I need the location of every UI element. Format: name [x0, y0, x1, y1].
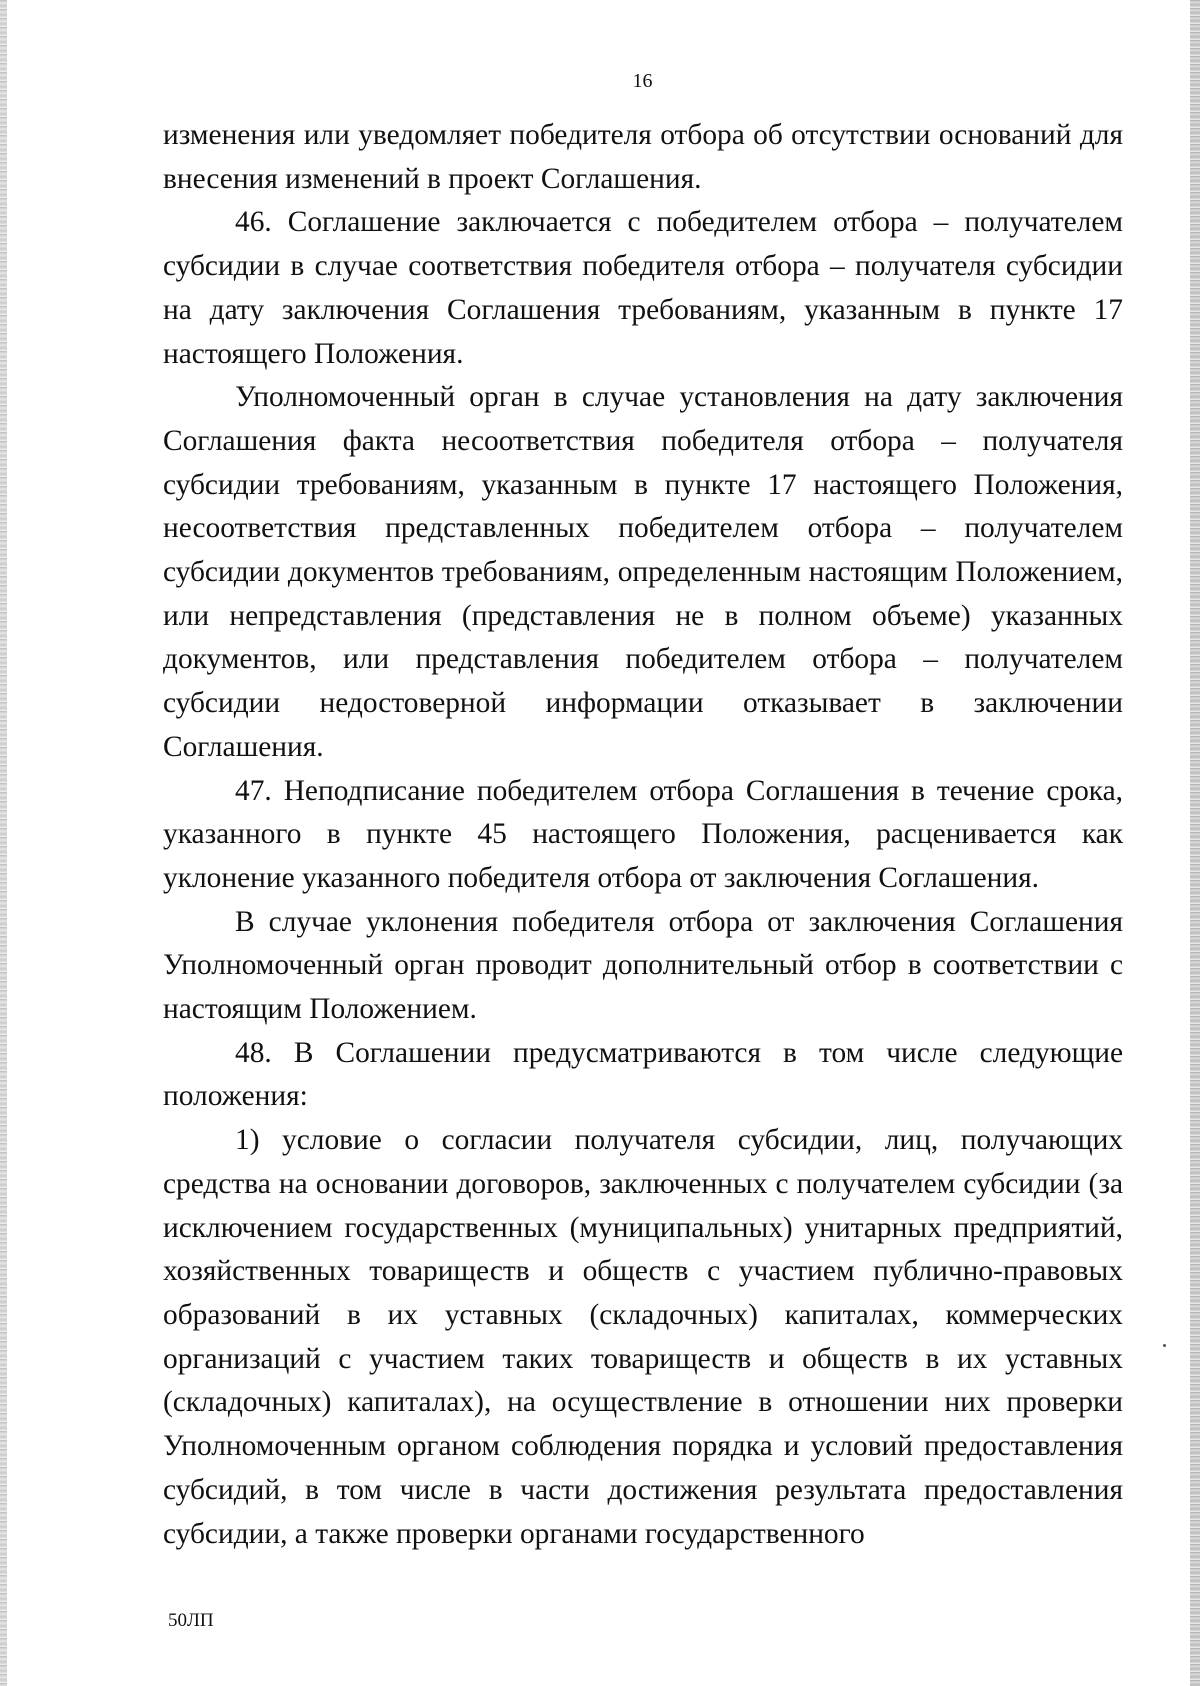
scan-speck: [1163, 1344, 1166, 1347]
paragraph-46: 46. Соглашение заключается с победителем отбора – получателем субсидии в случае соответствия победителя отбора – получателя субсидии на дату заключения Соглашения требованиям, указанным в пункте 17 настоящего Положения.: [163, 206, 1123, 370]
scan-edge-right: [1190, 0, 1200, 1686]
paragraph-47-evasion: В случае уклонения победителя отбора от заключения Соглашения Уполномоченный орган проводит дополнительный отбор в соответствии с настоящим Положением.: [163, 905, 1123, 1026]
paragraph-continuation: изменения или уведомляет победителя отбора об отсутствии оснований для внесения изменений в проект Соглашения.: [163, 119, 1123, 195]
paragraph-48: 48. В Соглашении предусматриваются в том числе следующие положения:: [163, 1036, 1123, 1113]
scan-edge-left: [0, 0, 7, 1686]
page-number: 16: [632, 70, 653, 92]
document-body: [163, 114, 1123, 1556]
footer-code: 50ЛП: [168, 1610, 214, 1631]
paragraph-46-authorized-body: Уполномоченный орган в случае установления на дату заключения Соглашения факта несоответствия победителя отбора – получателя субсидии требованиям, указанным в пункте 17 настоящего Положения, несоответствия представленных победителем отбора – получателем субсидии документов требованиям, определенным настоящим Положением, или непредставления (представления не в полном объеме) указанных документов, или представления победителем отбора – получателем субсидии недостоверной информации отказывает в заключении Соглашения.: [163, 381, 1123, 763]
paragraph-47: 47. Неподписание победителем отбора Соглашения в течение срока, указанного в пункте 45 настоящего Положения, расценивается как уклонение указанного победителя отбора от заключения Соглашения.: [163, 774, 1123, 894]
paragraph-48-item-1: 1) условие о согласии получателя субсидии, лиц, получающих средства на основании договоров, заключенных с получателем субсидии (за исключением государственных (муниципальных) унитарных предприятий, хозяйственных товариществ и обществ с участием публично-правовых образований в их уставных (складочных) капиталах, коммерческих организаций с участием таких товариществ и обществ в их уставных (складочных) капиталах), на осуществление в отношении них проверки Уполномоченным органом соблюдения порядка и условий предоставления субсидий, в том числе в части достижения результата предоставления субсидии, а также проверки органами государственного: [163, 1124, 1123, 1550]
